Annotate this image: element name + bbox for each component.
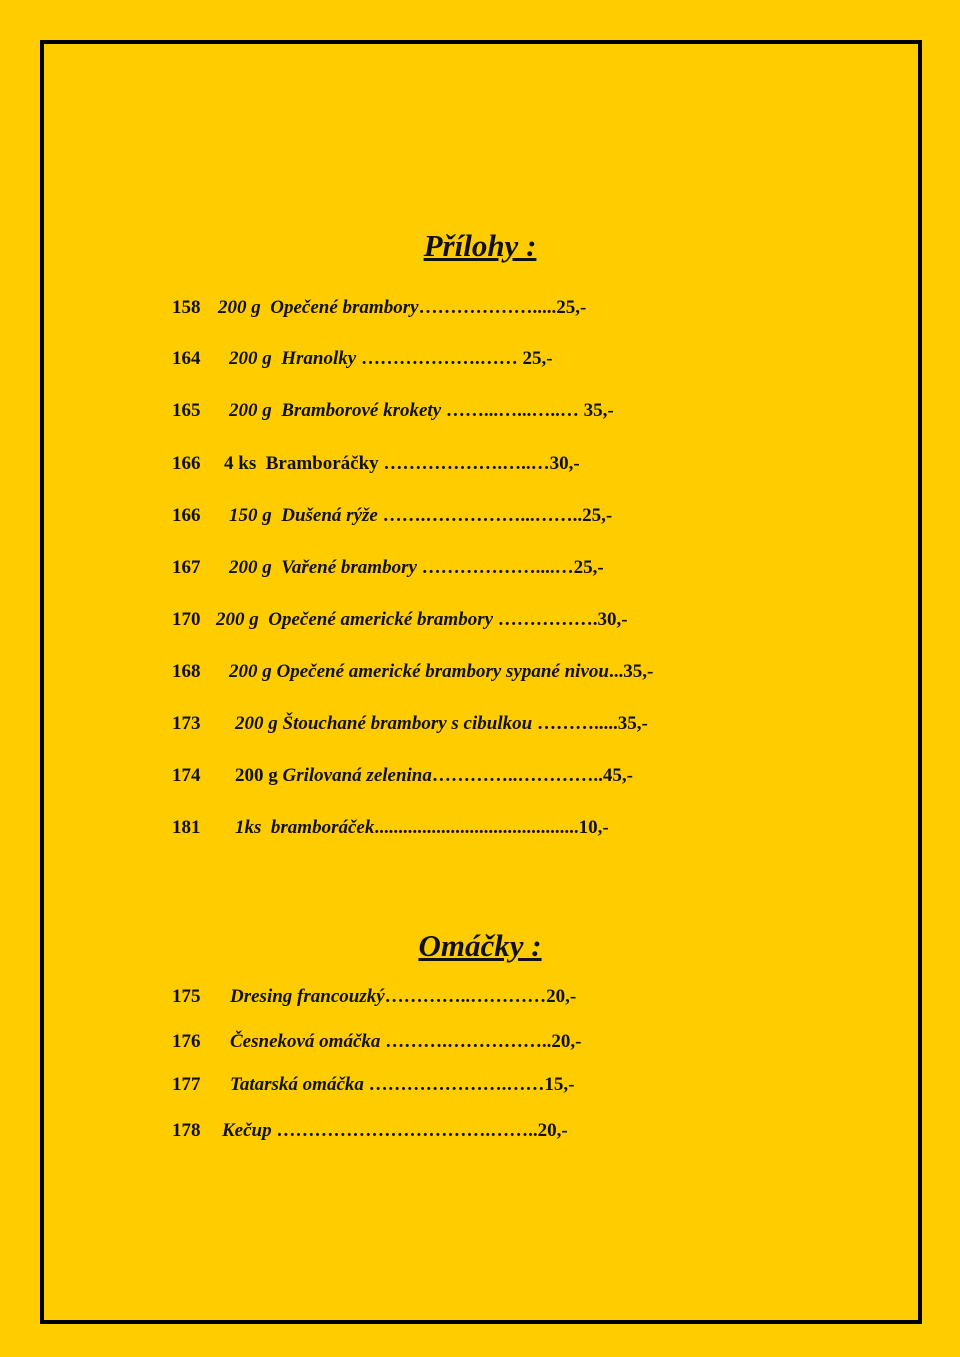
item-number: 173 — [172, 713, 201, 734]
item-price: 35,- — [623, 661, 654, 682]
item-name: Hranolky — [281, 348, 357, 369]
dot-leader: …………..………….. — [431, 765, 603, 786]
dot-leader: ……………….…..… — [383, 453, 550, 474]
item-number: 178 — [172, 1120, 201, 1141]
item-number: 170 — [172, 609, 201, 630]
item-name: Opečené americké brambory — [268, 609, 494, 630]
item-number: 175 — [172, 986, 201, 1007]
dot-leader: ........................................... — [374, 817, 579, 838]
item-price: 20,- — [546, 986, 577, 1007]
dot-leader: ………………..... — [418, 297, 557, 318]
item-price: 20,- — [551, 1031, 582, 1052]
item-price: 15,- — [544, 1074, 575, 1095]
item-price: 10,- — [578, 817, 609, 838]
item-price: 35,- — [583, 400, 614, 421]
item-number: 176 — [172, 1031, 201, 1052]
item-quantity: 200 g — [235, 713, 278, 734]
dot-leader: ………………….…… — [368, 1074, 545, 1095]
item-number: 177 — [172, 1074, 201, 1095]
item-quantity: 200 g — [235, 765, 278, 786]
item-name: bramboráček — [270, 817, 375, 838]
dot-leader: …………..………… — [384, 986, 547, 1007]
item-quantity: 150 g — [229, 505, 272, 526]
item-name: Dresing francouzký — [230, 986, 385, 1007]
dot-leader: ………………....… — [421, 557, 574, 578]
item-name: Bramboráčky — [265, 453, 379, 474]
dot-leader: ……...…...…..… — [445, 400, 579, 421]
item-quantity: 200 g — [218, 297, 261, 318]
dot-leader: ……………. — [497, 609, 598, 630]
item-quantity: 4 ks — [224, 453, 257, 474]
item-number: 181 — [172, 817, 201, 838]
item-number: 174 — [172, 765, 201, 786]
item-name: Česneková omáčka — [230, 1031, 381, 1052]
item-name: Bramborové krokety — [281, 400, 442, 421]
dot-leader: ………..... — [536, 713, 618, 734]
dot-leader: …………………………….…….. — [276, 1120, 538, 1141]
item-price: 30,- — [597, 609, 628, 630]
item-number: 166 — [172, 453, 201, 474]
item-number: 167 — [172, 557, 201, 578]
item-price: 35,- — [617, 713, 648, 734]
item-number: 166 — [172, 505, 201, 526]
item-name: Štouchané brambory s cibulkou — [282, 713, 533, 734]
dot-leader: ……………….…… — [360, 348, 518, 369]
item-quantity: 200 g — [229, 661, 272, 682]
dot-leader: …….……………...…….. — [382, 505, 583, 526]
item-number: 165 — [172, 400, 201, 421]
item-price: 45,- — [602, 765, 633, 786]
item-price: 25,- — [522, 348, 553, 369]
section-title-prilohy: Přílohy : — [423, 228, 537, 263]
item-price: 25,- — [573, 557, 604, 578]
item-quantity: 200 g — [229, 557, 272, 578]
item-name: Grilovaná zelenina — [282, 765, 432, 786]
item-name: Opečené brambory — [270, 297, 419, 318]
dot-leader: ... — [608, 661, 624, 682]
item-name: Opečené americké brambory sypané nivou — [276, 661, 609, 682]
item-name: Dušená rýže — [281, 505, 378, 526]
item-number: 158 — [172, 297, 201, 318]
item-quantity: 200 g — [216, 609, 259, 630]
item-price: 25,- — [556, 297, 587, 318]
section-title-omacky: Omáčky : — [418, 928, 542, 963]
item-number: 168 — [172, 661, 201, 682]
item-name: Vařené brambory — [281, 557, 417, 578]
item-name: Tatarská omáčka — [230, 1074, 364, 1095]
dot-leader: ……….…………….. — [385, 1031, 552, 1052]
item-name: Kečup — [222, 1120, 272, 1141]
item-number: 164 — [172, 348, 201, 369]
item-price: 30,- — [549, 453, 580, 474]
item-quantity: 200 g — [229, 348, 272, 369]
item-quantity: 1ks — [235, 817, 262, 838]
item-quantity: 200 g — [229, 400, 272, 421]
item-price: 20,- — [537, 1120, 568, 1141]
item-price: 25,- — [582, 505, 613, 526]
